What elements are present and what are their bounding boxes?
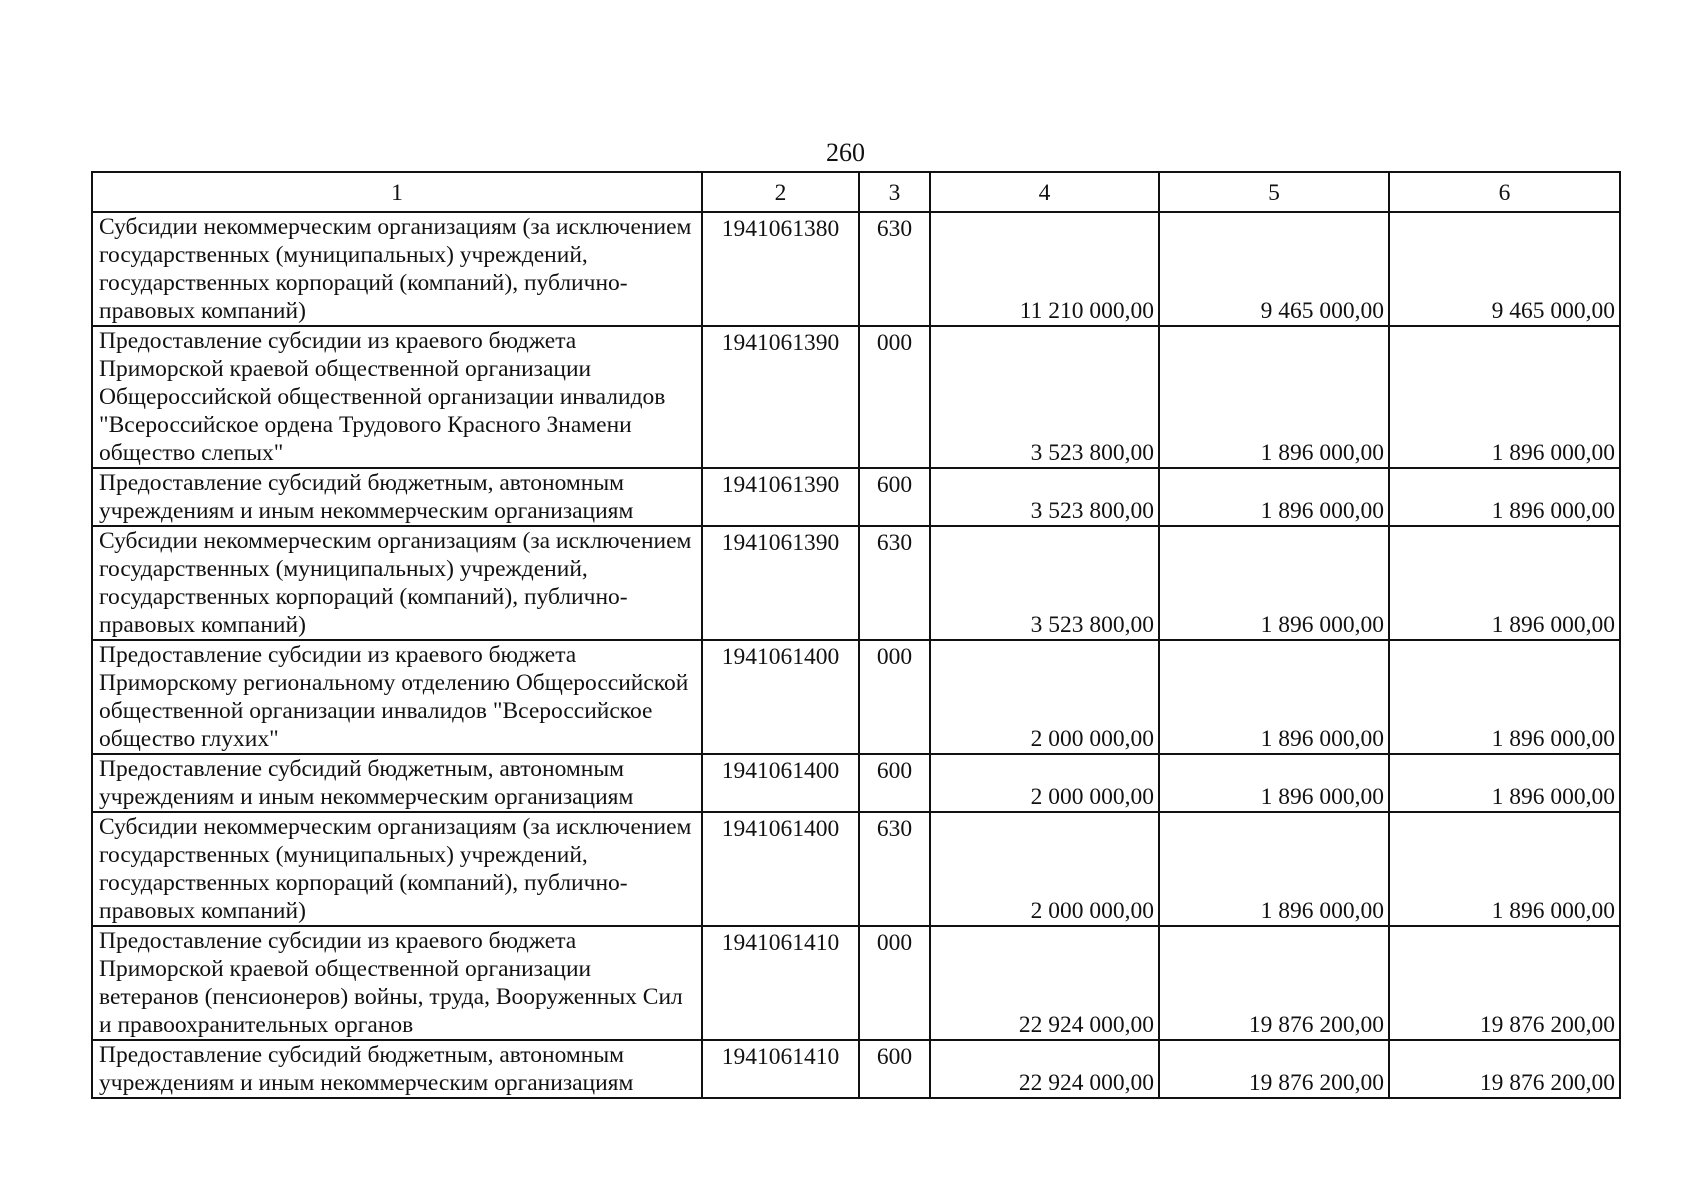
row-amount-col4: 3 523 800,00 xyxy=(930,526,1159,640)
row-name: Предоставление субсидий бюджетным, автономным учреждениям и иным некоммерческим организациям xyxy=(92,468,702,526)
table-row xyxy=(92,926,1620,1040)
row-expense-type: 600 xyxy=(859,754,930,812)
table-row xyxy=(92,1040,1620,1098)
row-amount-col6: 1 896 000,00 xyxy=(1389,526,1620,640)
row-amount-col4: 22 924 000,00 xyxy=(930,1040,1159,1098)
column-header-3: 3 xyxy=(859,172,930,212)
table-row xyxy=(92,526,1620,640)
row-amount-col4: 2 000 000,00 xyxy=(930,640,1159,754)
row-expense-type: 630 xyxy=(859,526,930,640)
row-amount-col5: 1 896 000,00 xyxy=(1159,468,1389,526)
table-row xyxy=(92,754,1620,812)
row-amount-col6: 1 896 000,00 xyxy=(1389,326,1620,468)
row-expense-type: 600 xyxy=(859,468,930,526)
row-amount-col4: 3 523 800,00 xyxy=(930,326,1159,468)
row-target-code: 1941061410 xyxy=(702,1040,859,1098)
row-amount-col4: 3 523 800,00 xyxy=(930,468,1159,526)
row-amount-col4: 22 924 000,00 xyxy=(930,926,1159,1040)
row-name: Предоставление субсидии из краевого бюджета Приморской краевой общественной организации Общероссийской общественной организации инвалидов "Всероссийское ордена Трудового Красного Знамени общество слепых" xyxy=(92,326,702,468)
row-amount-col5: 19 876 200,00 xyxy=(1159,926,1389,1040)
row-amount-col6: 1 896 000,00 xyxy=(1389,812,1620,926)
row-target-code: 1941061390 xyxy=(702,468,859,526)
row-target-code: 1941061400 xyxy=(702,640,859,754)
row-amount-col6: 9 465 000,00 xyxy=(1389,212,1620,326)
row-expense-type: 630 xyxy=(859,212,930,326)
row-expense-type: 000 xyxy=(859,926,930,1040)
row-name: Предоставление субсидий бюджетным, автономным учреждениям и иным некоммерческим организациям xyxy=(92,1040,702,1098)
column-header-6: 6 xyxy=(1389,172,1620,212)
row-target-code: 1941061390 xyxy=(702,526,859,640)
row-target-code: 1941061410 xyxy=(702,926,859,1040)
row-expense-type: 000 xyxy=(859,326,930,468)
row-expense-type: 600 xyxy=(859,1040,930,1098)
row-amount-col4: 2 000 000,00 xyxy=(930,812,1159,926)
row-expense-type: 000 xyxy=(859,640,930,754)
row-amount-col5: 1 896 000,00 xyxy=(1159,812,1389,926)
table-row xyxy=(92,212,1620,326)
row-target-code: 1941061400 xyxy=(702,812,859,926)
column-header-5: 5 xyxy=(1159,172,1389,212)
row-amount-col6: 1 896 000,00 xyxy=(1389,640,1620,754)
row-target-code: 1941061390 xyxy=(702,326,859,468)
column-header-1: 1 xyxy=(92,172,702,212)
row-amount-col5: 9 465 000,00 xyxy=(1159,212,1389,326)
table-header xyxy=(92,172,1620,212)
table-row xyxy=(92,468,1620,526)
row-target-code: 1941061380 xyxy=(702,212,859,326)
row-name: Субсидии некоммерческим организациям (за исключением государственных (муниципальных) учреждений, государственных корпораций (компаний), публично-правовых компаний) xyxy=(92,812,702,926)
row-name: Предоставление субсидий бюджетным, автономным учреждениям и иным некоммерческим организациям xyxy=(92,754,702,812)
row-name: Субсидии некоммерческим организациям (за исключением государственных (муниципальных) учреждений, государственных корпораций (компаний), публично-правовых компаний) xyxy=(92,526,702,640)
row-amount-col6: 19 876 200,00 xyxy=(1389,926,1620,1040)
row-amount-col5: 1 896 000,00 xyxy=(1159,526,1389,640)
row-amount-col5: 1 896 000,00 xyxy=(1159,754,1389,812)
column-header-4: 4 xyxy=(930,172,1159,212)
table-row xyxy=(92,640,1620,754)
header-row xyxy=(92,172,1620,212)
row-name: Предоставление субсидии из краевого бюджета Приморской краевой общественной организации ветеранов (пенсионеров) войны, труда, Вооруженных Сил и правоохранительных органов xyxy=(92,926,702,1040)
row-name: Предоставление субсидии из краевого бюджета Приморскому региональному отделению Общероссийской общественной организации инвалидов "Всероссийское общество глухих" xyxy=(92,640,702,754)
row-amount-col6: 1 896 000,00 xyxy=(1389,754,1620,812)
row-amount-col5: 1 896 000,00 xyxy=(1159,326,1389,468)
row-amount-col6: 1 896 000,00 xyxy=(1389,468,1620,526)
row-amount-col4: 2 000 000,00 xyxy=(930,754,1159,812)
row-name: Субсидии некоммерческим организациям (за исключением государственных (муниципальных) учреждений, государственных корпораций (компаний), публично-правовых компаний) xyxy=(92,212,702,326)
row-amount-col6: 19 876 200,00 xyxy=(1389,1040,1620,1098)
table-body xyxy=(92,212,1620,1098)
page-number: 260 xyxy=(826,138,865,167)
row-amount-col5: 1 896 000,00 xyxy=(1159,640,1389,754)
row-target-code: 1941061400 xyxy=(702,754,859,812)
table-row xyxy=(92,812,1620,926)
table-row xyxy=(92,326,1620,468)
column-header-2: 2 xyxy=(702,172,859,212)
row-amount-col5: 19 876 200,00 xyxy=(1159,1040,1389,1098)
row-amount-col4: 11 210 000,00 xyxy=(930,212,1159,326)
row-expense-type: 630 xyxy=(859,812,930,926)
budget-table xyxy=(91,171,1621,1099)
